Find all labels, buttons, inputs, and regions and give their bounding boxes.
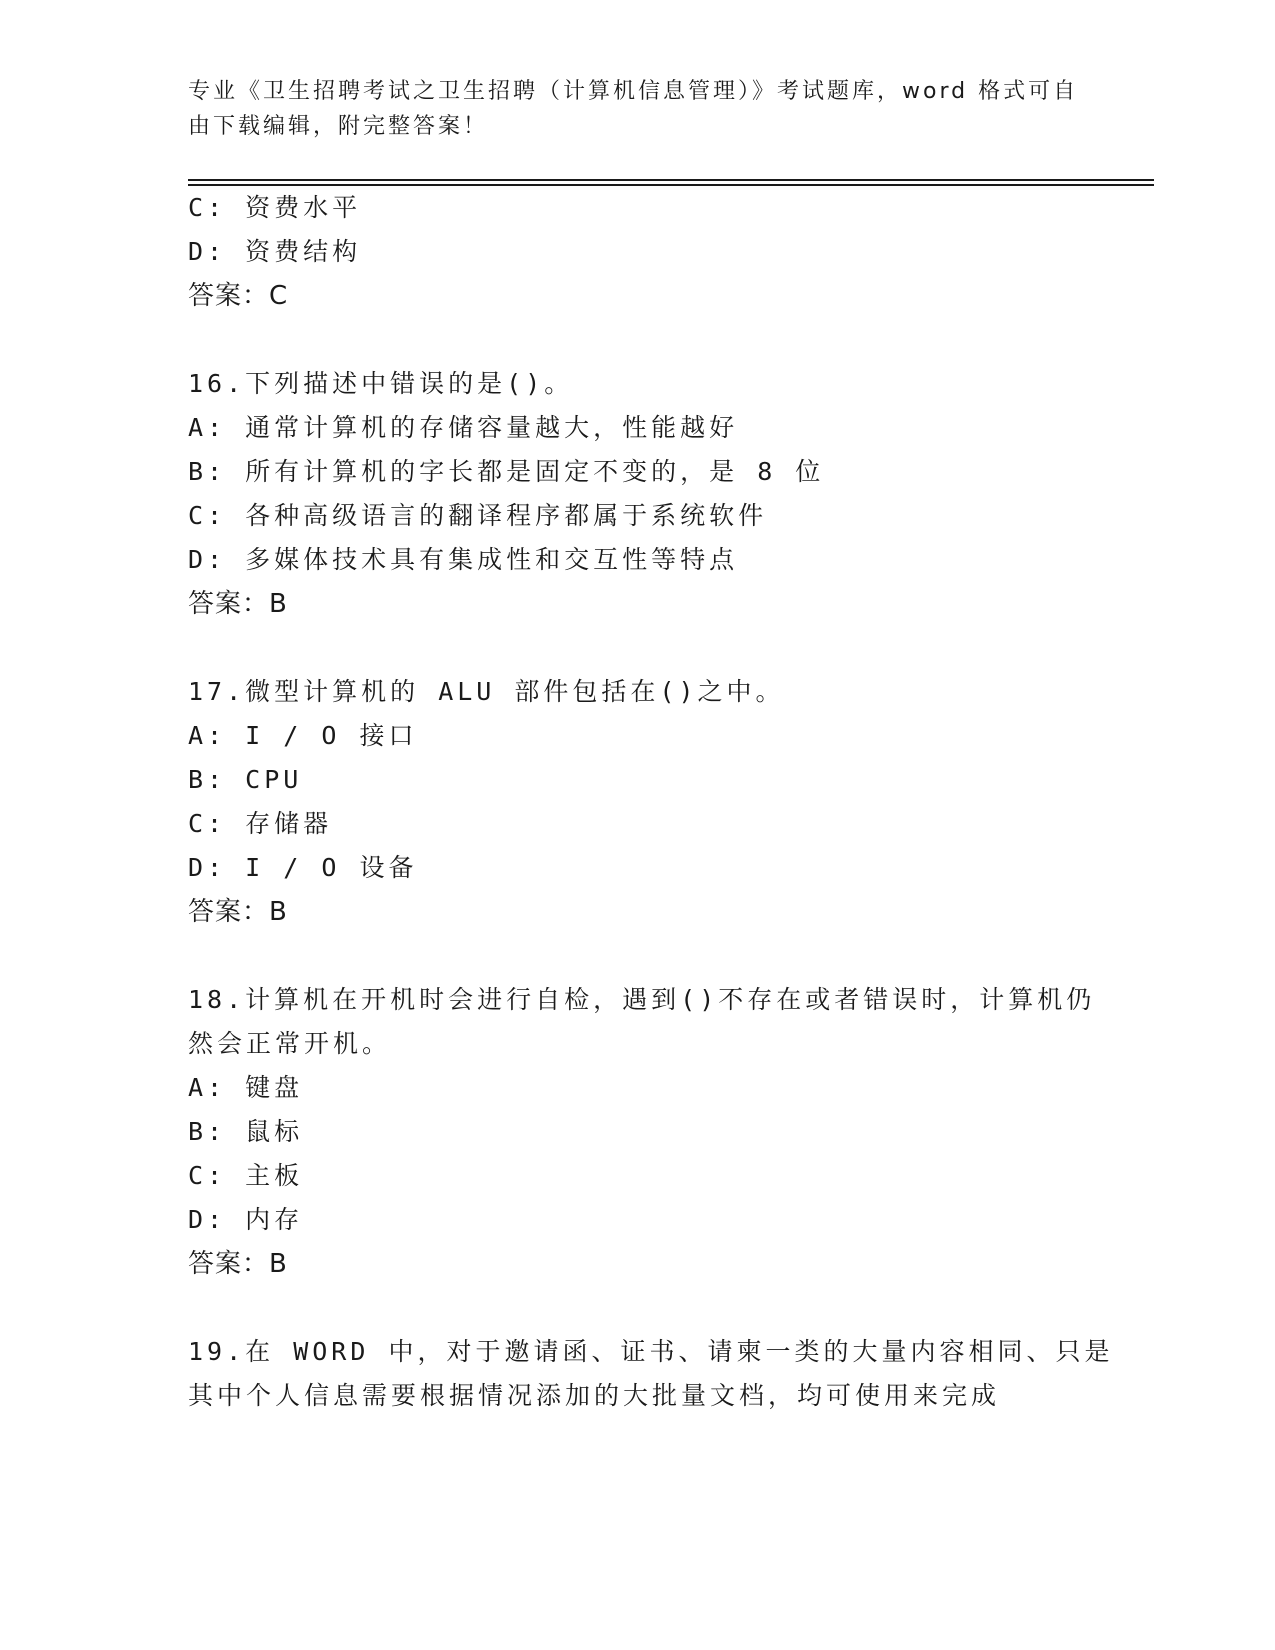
q17-option-c: C: 存储器 (188, 809, 333, 838)
prev-answer: 答案：C (188, 281, 289, 311)
q16-option-d: D: 多媒体技术具有集成性和交互性等特点 (188, 545, 739, 574)
q18-answer: 答案：B (188, 1249, 288, 1279)
q18-stem-line-2: 然会正常开机。 (188, 1029, 392, 1058)
q18-stem-line-1: 18.计算机在开机时会进行自检，遇到()不存在或者错误时，计算机仍 (188, 985, 1096, 1014)
q17-answer: 答案：B (188, 897, 288, 927)
q18-option-c: C: 主板 (188, 1161, 304, 1190)
q18-option-a: A: 键盘 (188, 1073, 304, 1102)
q16-stem: 16.下列描述中错误的是()。 (188, 369, 574, 398)
header-line-1: 专业《卫生招聘考试之卫生招聘（计算机信息管理）》考试题库，word 格式可自 (188, 79, 1079, 104)
q18-option-d: D: 内存 (188, 1205, 304, 1234)
q16-option-b: B: 所有计算机的字长都是固定不变的，是 8 位 (188, 457, 825, 486)
q18-option-b: B: 鼠标 (188, 1117, 304, 1146)
prev-option-d: D: 资费结构 (188, 237, 362, 266)
header-line-2: 由下载编辑，附完整答案！ (188, 114, 489, 139)
q16-answer: 答案：B (188, 589, 288, 619)
q19-stem-line-2: 其中个人信息需要根据情况添加的大批量文档，均可使用来完成 (188, 1381, 1001, 1410)
q16-option-c: C: 各种高级语言的翻译程序都属于系统软件 (188, 501, 768, 530)
q17-option-a: A: I / O 接口 (188, 721, 418, 750)
q17-stem: 17.微型计算机的 ALU 部件包括在()之中。 (188, 677, 785, 706)
q17-option-b: B: CPU (188, 765, 303, 794)
header-divider-bottom (188, 184, 1154, 186)
header-divider-top (188, 179, 1154, 181)
document-header (188, 74, 1088, 144)
q19-stem-line-1: 19.在 WORD 中，对于邀请函、证书、请柬一类的大量内容相同、只是 (188, 1337, 1114, 1366)
q16-option-a: A: 通常计算机的存储容量越大，性能越好 (188, 413, 739, 442)
q17-option-d: D: I / O 设备 (188, 853, 418, 882)
prev-option-c: C: 资费水平 (188, 193, 362, 222)
